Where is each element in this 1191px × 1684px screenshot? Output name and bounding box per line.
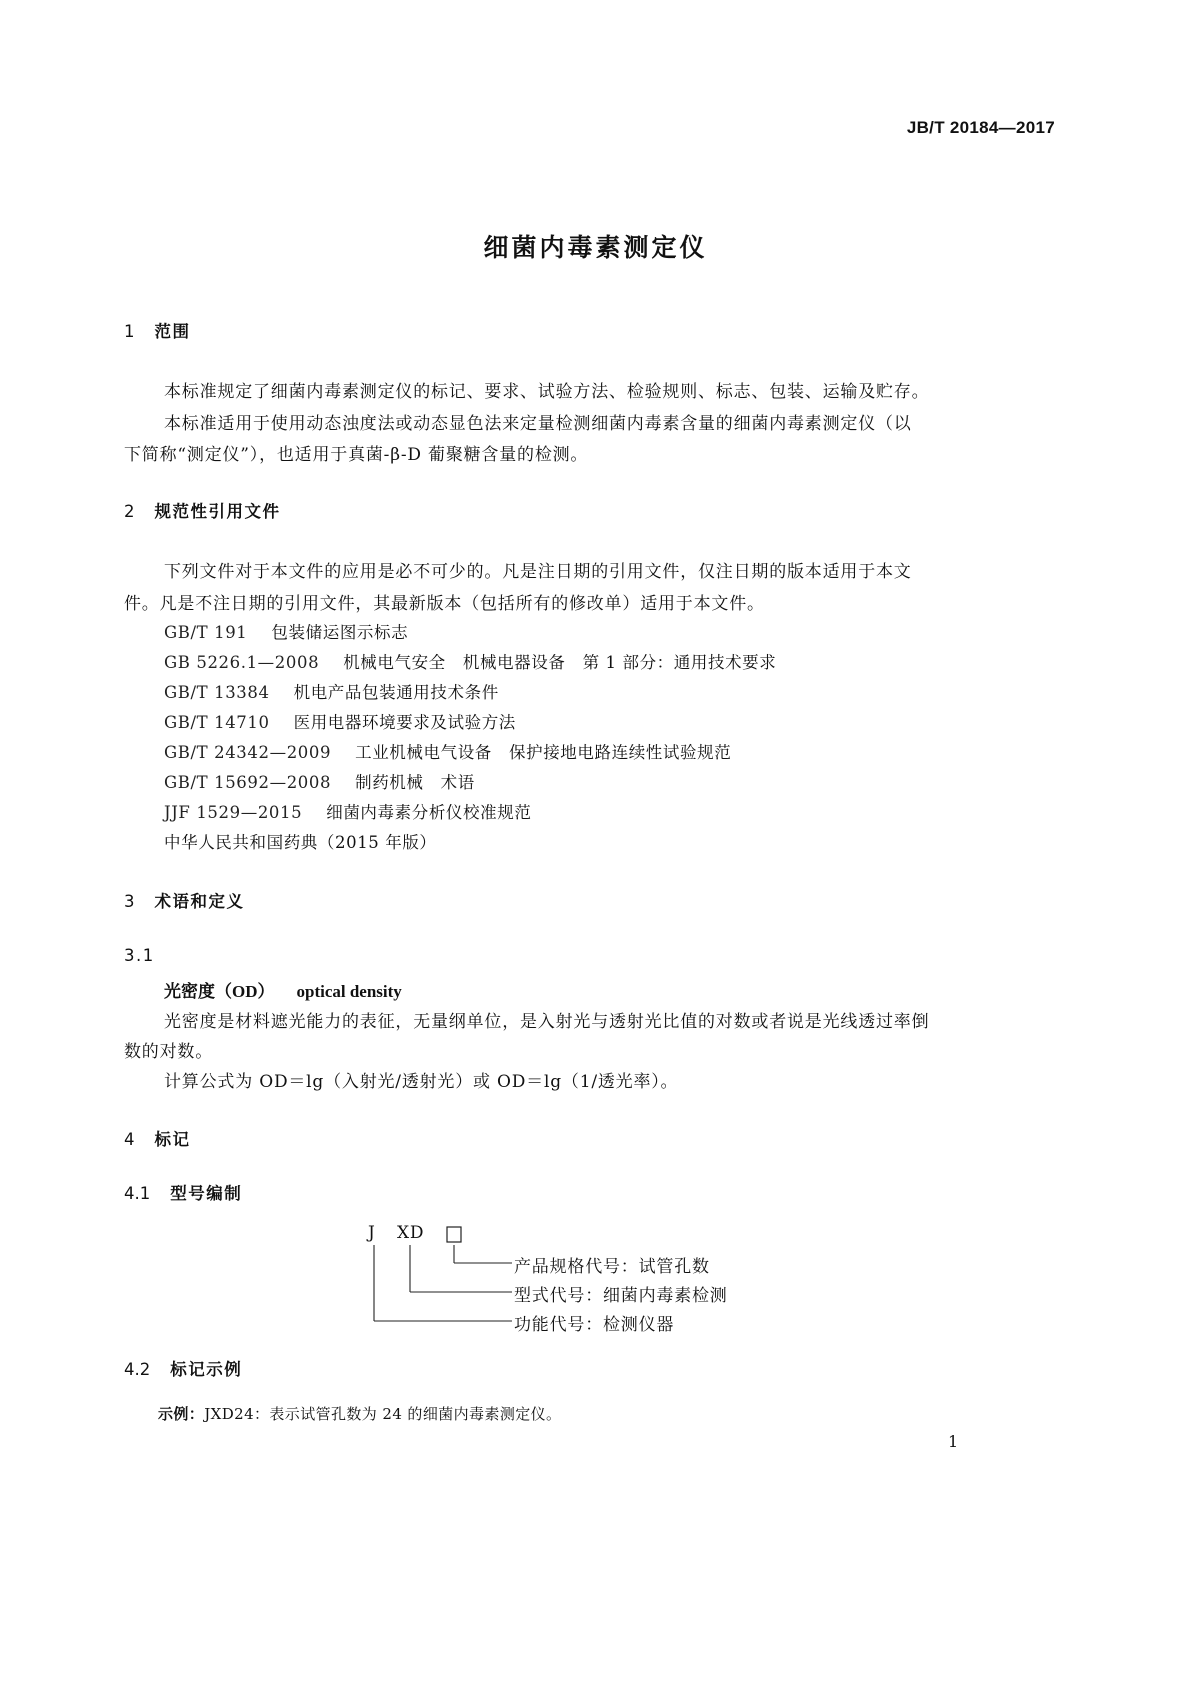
marking-example [158,1403,561,1424]
section-number: 3 [124,892,135,911]
reference-title: 中华人民共和国药典（2015 年版） [164,833,437,852]
sec1-paragraph-2-line-1: 本标准适用于使用动态浊度法或动态显色法来定量检测细菌内毒素含量的细菌内毒素测定仪（以 [164,414,912,434]
formula: 计算公式为 OD＝lg（入射光/透射光）或 OD＝lg（1/透光率）。 [164,1072,679,1092]
spec-code-box [447,1227,461,1242]
reference-code: GB/T 14710 [164,713,270,732]
reference-title: 机电产品包装通用技术条件 [293,683,499,702]
subsection-number: 4.2 [124,1360,151,1379]
reference-code: GB/T 13384 [164,683,270,702]
reference-title: 制药机械 术语 [355,773,475,792]
page-number: 1 [948,1432,959,1451]
subsection-title: 型号编制 [170,1184,243,1203]
reference-code: GB 5226.1—2008 [164,653,320,672]
label-type-code: 型式代号：细菌内毒素检测 [514,1286,728,1306]
term-english: optical density [296,982,402,1001]
sec2-intro-line-1: 下列文件对于本文件的应用是必不可少的。凡是注日期的引用文件，仅注日期的版本适用于本文 [164,562,912,582]
reference-title: 包装储运图示标志 [271,623,409,642]
section-title: 范围 [154,322,191,341]
section-title: 标记 [154,1130,191,1149]
term-chinese: 光密度（OD） [164,982,275,1001]
sec1-paragraph-2-line-2: 下简称“测定仪”），也适用于真菌-β-D 葡聚糖含量的检测。 [124,445,589,465]
standard-code: JB/T 20184—2017 [906,118,1055,137]
label-function-code: 功能代号：检测仪器 [514,1315,675,1335]
reference-title: 医用电器环境要求及试验方法 [293,713,516,732]
section-title: 术语和定义 [154,892,245,911]
subsection-4-2-heading [124,1356,242,1380]
code-part-function: J [368,1223,376,1243]
section-title: 规范性引用文件 [154,502,281,521]
subsection-title: 标记示例 [170,1360,243,1379]
section-number: 2 [124,502,135,521]
reference-code: GB/T 15692—2008 [164,773,332,792]
sec2-intro-line-2: 件。凡是不注日期的引用文件，其最新版本（包括所有的修改单）适用于本文件。 [124,594,765,614]
section-number: 4 [124,1130,135,1149]
reference-title: 机械电气安全 机械电器设备 第 1 部分：通用技术要求 [343,653,777,672]
page-title: 细菌内毒素测定仪 [483,233,708,262]
example-text: JXD24：表示试管孔数为 24 的细菌内毒素测定仪。 [204,1405,562,1423]
example-label: 示例： [158,1405,205,1423]
subsection-number: 3.1 [124,946,155,965]
reference-code: JJF 1529—2015 [164,803,303,822]
subsection-number: 4.1 [124,1184,151,1203]
reference-title: 细菌内毒素分析仪校准规范 [326,803,532,822]
sec1-paragraph-1: 本标准规定了细菌内毒素测定仪的标记、要求、试验方法、检验规则、标志、包装、运输及贮存。 [164,382,930,402]
code-part-type: XD [397,1223,425,1243]
label-spec-code: 产品规格代号：试管孔数 [514,1257,710,1277]
section-number: 1 [124,322,135,341]
reference-code: GB/T 24342—2009 [164,743,332,762]
definition-line-2: 数的对数。 [124,1042,213,1062]
reference-code: GB/T 191 [164,623,248,642]
reference-title: 工业机械电气设备 保护接地电路连续性试验规范 [355,743,732,762]
definition-line-1: 光密度是材料遮光能力的表征，无量纲单位，是入射光与透射光比值的对数或者说是光线透过率倒 [164,1012,930,1032]
